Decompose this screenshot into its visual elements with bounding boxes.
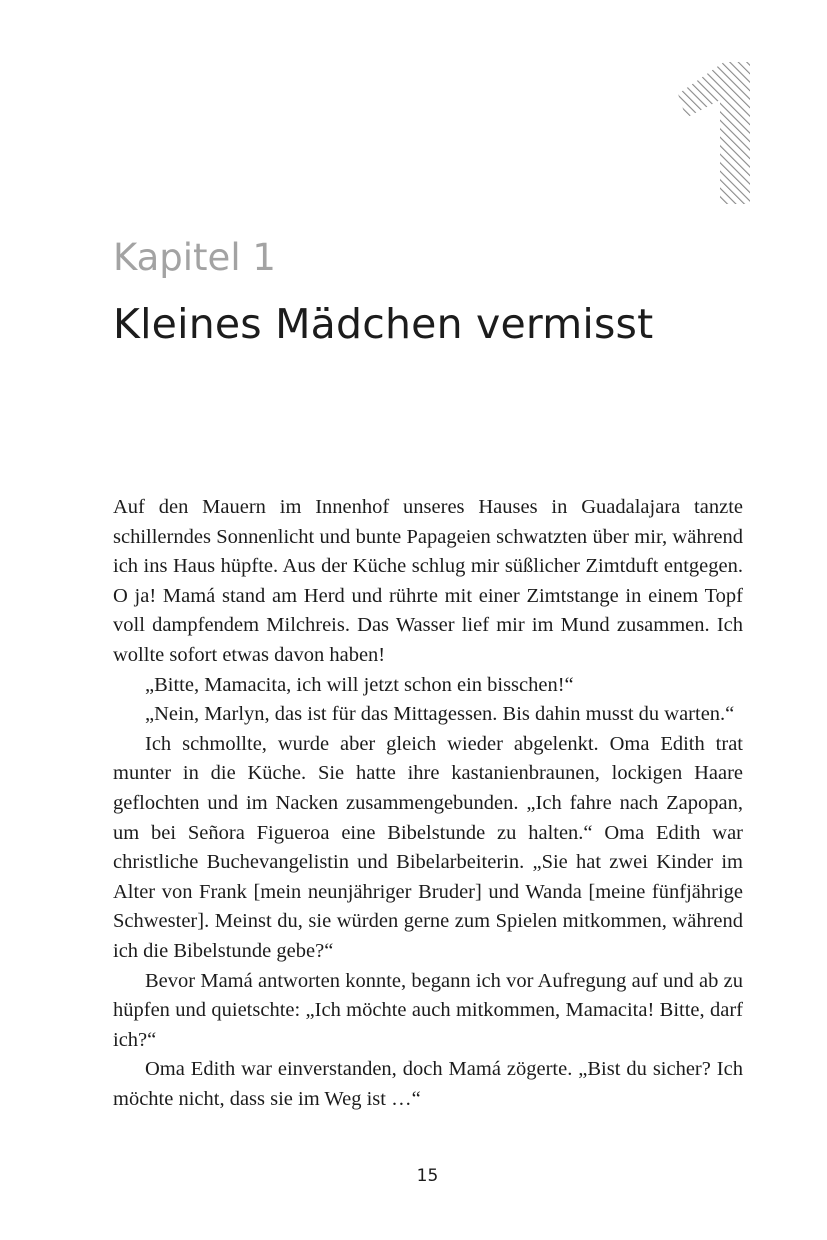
chapter-title: Kleines Mädchen vermisst bbox=[113, 300, 654, 348]
paragraph: Bevor Mamá antworten konnte, begann ich vor Aufregung auf und ab zu hüpfen und quietschte: „Ich möchte auch mitkommen, Mamacita! Bitte, darf ich?“ bbox=[113, 969, 743, 1051]
paragraph: „Bitte, Mamacita, ich will jetzt schon ein bisschen!“ bbox=[145, 673, 574, 696]
chapter-numeral-graphic bbox=[676, 60, 752, 206]
page-number: 15 bbox=[416, 1166, 439, 1186]
paragraph: Auf den Mauern im Innenhof unseres Hauses in Guadalajara tanzte schillerndes Sonnenlicht und bunte Papageien schwatzten über mir, während ich ins Haus hüpfte. Aus der Küche schlug mir süßlicher Zimtduft entgegen. O ja! Mamá stand am Herd und rührte mit einer Zimtstange in einem Topf voll dampfendem Milchreis. Das Wasser lief mir im Mund zusammen. Ich wollte sofort etwas davon haben! bbox=[113, 496, 743, 666]
body-text bbox=[113, 493, 743, 1114]
paragraph: Ich schmollte, wurde aber gleich wieder abgelenkt. Oma Edith trat munter in die Küche. Sie hatte ihre kastanienbraunen, lockigen Haare geflochten und im Nacken zusammengebunden. „Ich fahre nach Zapopan, um bei Señora Figueroa eine Bibelstunde zu halten.“ Oma Edith war christliche Buchevangelistin und Bibelarbeiterin. „Sie hat zwei Kinder im Alter von Frank [mein neunjähriger Bruder] und Wanda [meine fünfjährige Schwester]. Meinst du, sie würden gerne zum Spielen mitkommen, während ich die Bibelstunde gebe?“ bbox=[113, 732, 743, 962]
paragraph: Oma Edith war einverstanden, doch Mamá zögerte. „Bist du sicher? Ich möchte nicht, dass sie im Weg ist …“ bbox=[113, 1058, 743, 1110]
chapter-label: Kapitel 1 bbox=[113, 236, 276, 279]
paragraph: „Nein, Marlyn, das ist für das Mittagessen. Bis dahin musst du warten.“ bbox=[145, 703, 735, 726]
